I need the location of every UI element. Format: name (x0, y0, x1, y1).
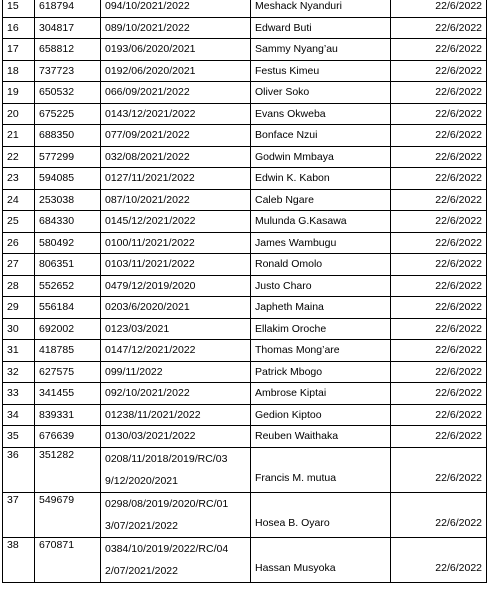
id-number-cell: 688350 (35, 125, 101, 147)
case-number-cell (101, 189, 251, 211)
table-row (3, 0, 487, 17)
table-row (3, 232, 487, 254)
case-number-line: 0203/6/2020/2021 (105, 301, 190, 313)
row-number-cell: 17 (3, 39, 35, 61)
row-number-cell: 32 (3, 361, 35, 383)
case-number-line: 0145/12/2021/2022 (105, 215, 196, 227)
row-number-cell: 24 (3, 189, 35, 211)
id-number-cell: 549679 (35, 492, 101, 537)
name-cell: Edward Buti (251, 17, 391, 39)
case-number-cell (101, 146, 251, 168)
case-number-line: 094/10/2021/2022 (105, 0, 190, 12)
date-cell: 22/6/2022 (391, 189, 487, 211)
name-cell: Ronald Omolo (251, 254, 391, 276)
case-number-cell (101, 232, 251, 254)
id-number-cell: 675225 (35, 103, 101, 125)
case-number-line: 087/10/2021/2022 (105, 193, 190, 206)
row-number-cell: 33 (3, 383, 35, 405)
id-number-cell: 594085 (35, 168, 101, 190)
case-number-cell (101, 318, 251, 340)
name-cell: Ellakim Oroche (251, 318, 391, 340)
case-number-cell (101, 125, 251, 147)
case-number-cell (101, 103, 251, 125)
id-number-cell: 650532 (35, 82, 101, 104)
row-number-cell: 36 (3, 447, 35, 492)
row-number-cell: 29 (3, 297, 35, 319)
date-cell: 22/6/2022 (391, 39, 487, 61)
date-cell: 22/6/2022 (391, 318, 487, 340)
table-row (3, 383, 487, 405)
case-number-line: 099/11/2022 (105, 365, 163, 378)
case-number-line: 0192/06/2020/2021 (105, 64, 196, 77)
table-row (3, 168, 487, 190)
id-number-cell: 618794 (35, 0, 101, 17)
id-number-cell: 737723 (35, 60, 101, 82)
date-cell: 22/6/2022 (391, 125, 487, 147)
case-number-line: 077/09/2021/2022 (105, 129, 190, 141)
case-number-cell (101, 17, 251, 39)
id-number-cell: 580492 (35, 232, 101, 254)
date-cell: 22/6/2022 (391, 17, 487, 39)
case-number-line: 0127/11/2021/2022 (105, 172, 195, 184)
id-number-cell: 676639 (35, 426, 101, 448)
table-row (3, 189, 487, 211)
row-number-cell: 19 (3, 82, 35, 104)
name-cell: Gedion Kiptoo (251, 404, 391, 426)
case-number-line: 089/10/2021/2022 (105, 21, 190, 34)
row-number-cell: 31 (3, 340, 35, 362)
case-number-line: 9/12/2020/2021 (105, 474, 178, 487)
name-cell: Japheth Maina (251, 297, 391, 319)
case-number-line: 0103/11/2021/2022 (105, 258, 195, 270)
date-cell: 22/6/2022 (391, 537, 487, 582)
date-cell: 22/6/2022 (391, 340, 487, 362)
case-number-cell (101, 404, 251, 426)
case-number-cell (101, 447, 251, 492)
table-row (3, 82, 487, 104)
case-number-cell (101, 0, 251, 17)
row-number-cell: 27 (3, 254, 35, 276)
table-row (3, 103, 487, 125)
case-number-cell (101, 254, 251, 276)
table-row (3, 17, 487, 39)
case-number-line: 01238/11/2021/2022 (105, 408, 201, 421)
name-cell: Sammy Nyang’au (251, 39, 391, 61)
table-row (3, 275, 487, 297)
row-number-cell: 15 (3, 0, 35, 17)
date-cell: 22/6/2022 (391, 82, 487, 104)
row-number-cell: 35 (3, 426, 35, 448)
row-number-cell: 26 (3, 232, 35, 254)
table-row (3, 318, 487, 340)
date-cell: 22/6/2022 (391, 146, 487, 168)
table-row (3, 492, 487, 537)
name-cell: Godwin Mmbaya (251, 146, 391, 168)
case-number-cell (101, 383, 251, 405)
table-row (3, 537, 487, 582)
name-cell: Francis M. mutua (251, 447, 391, 492)
table-row (3, 254, 487, 276)
case-number-line: 0100/11/2021/2022 (105, 236, 195, 249)
name-cell: Edwin K. Kabon (251, 168, 391, 190)
date-cell: 22/6/2022 (391, 232, 487, 254)
id-number-cell: 253038 (35, 189, 101, 211)
case-number-cell (101, 275, 251, 297)
id-number-cell: 806351 (35, 254, 101, 276)
case-number-cell (101, 361, 251, 383)
row-number-cell: 30 (3, 318, 35, 340)
id-number-cell: 556184 (35, 297, 101, 319)
name-cell: Hosea B. Oyaro (251, 492, 391, 537)
case-number-cell (101, 60, 251, 82)
id-number-cell: 304817 (35, 17, 101, 39)
case-number-cell (101, 492, 251, 537)
row-number-cell: 37 (3, 492, 35, 537)
date-cell: 22/6/2022 (391, 0, 487, 17)
case-number-cell (101, 537, 251, 582)
name-cell: Reuben Waithaka (251, 426, 391, 448)
table-row (3, 146, 487, 168)
id-number-cell: 418785 (35, 340, 101, 362)
row-number-cell: 34 (3, 404, 35, 426)
date-cell: 22/6/2022 (391, 103, 487, 125)
table-row (3, 340, 487, 362)
table-row (3, 447, 487, 492)
row-number-cell: 16 (3, 17, 35, 39)
table-row (3, 125, 487, 147)
name-cell: Meshack Nyanduri (251, 0, 391, 17)
case-number-line: 0143/12/2021/2022 (105, 107, 196, 120)
name-cell: Hassan Musyoka (251, 537, 391, 582)
case-number-line: 0384/10/2019/2022/RC/04 (105, 542, 229, 555)
row-number-cell: 20 (3, 103, 35, 125)
case-number-line: 0130/03/2021/2022 (105, 430, 196, 442)
row-number-cell: 25 (3, 211, 35, 233)
case-number-cell (101, 211, 251, 233)
name-cell: Festus Kimeu (251, 60, 391, 82)
table-row (3, 60, 487, 82)
case-number-cell (101, 340, 251, 362)
row-number-cell: 23 (3, 168, 35, 190)
id-number-cell: 692002 (35, 318, 101, 340)
date-cell: 22/6/2022 (391, 168, 487, 190)
date-cell: 22/6/2022 (391, 404, 487, 426)
id-number-cell: 658812 (35, 39, 101, 61)
table-row (3, 404, 487, 426)
date-cell: 22/6/2022 (391, 426, 487, 448)
name-cell: Thomas Mong’are (251, 340, 391, 362)
row-number-cell: 28 (3, 275, 35, 297)
date-cell: 22/6/2022 (391, 297, 487, 319)
name-cell: Evans Okweba (251, 103, 391, 125)
table-row (3, 39, 487, 61)
case-number-line: 0298/08/2019/2020/RC/01 (105, 497, 229, 510)
case-number-line: 3/07/2021/2022 (105, 519, 178, 532)
date-cell: 22/6/2022 (391, 254, 487, 276)
case-number-line: 0208/11/2018/2019/RC/03 (105, 452, 228, 465)
date-cell: 22/6/2022 (391, 383, 487, 405)
row-number-cell: 38 (3, 537, 35, 582)
id-number-cell: 351282 (35, 447, 101, 492)
case-number-line: 0193/06/2020/2021 (105, 43, 196, 55)
records-table (2, 0, 487, 583)
name-cell: James Wambugu (251, 232, 391, 254)
date-cell: 22/6/2022 (391, 275, 487, 297)
case-number-line: 066/09/2021/2022 (105, 86, 190, 98)
name-cell: Caleb Ngare (251, 189, 391, 211)
case-number-line: 0123/03/2021 (105, 322, 170, 335)
id-number-cell: 670871 (35, 537, 101, 582)
row-number-cell: 18 (3, 60, 35, 82)
table-row (3, 211, 487, 233)
id-number-cell: 684330 (35, 211, 101, 233)
case-number-line: 092/10/2021/2022 (105, 387, 190, 399)
case-number-cell (101, 82, 251, 104)
table-row (3, 361, 487, 383)
table-row (3, 426, 487, 448)
name-cell: Mulunda G.Kasawa (251, 211, 391, 233)
name-cell: Justo Charo (251, 275, 391, 297)
records-table-body (3, 0, 487, 582)
id-number-cell: 341455 (35, 383, 101, 405)
table-row (3, 297, 487, 319)
name-cell: Patrick Mbogo (251, 361, 391, 383)
case-number-line: 0479/12/2019/2020 (105, 279, 196, 292)
id-number-cell: 577299 (35, 146, 101, 168)
date-cell: 22/6/2022 (391, 492, 487, 537)
case-number-cell (101, 168, 251, 190)
case-number-line: 0147/12/2021/2022 (105, 344, 196, 356)
date-cell: 22/6/2022 (391, 211, 487, 233)
case-number-cell (101, 426, 251, 448)
name-cell: Ambrose Kiptai (251, 383, 391, 405)
name-cell: Oliver Soko (251, 82, 391, 104)
row-number-cell: 22 (3, 146, 35, 168)
case-number-cell (101, 297, 251, 319)
date-cell: 22/6/2022 (391, 361, 487, 383)
case-number-line: 032/08/2021/2022 (105, 150, 190, 163)
id-number-cell: 552652 (35, 275, 101, 297)
id-number-cell: 627575 (35, 361, 101, 383)
name-cell: Bonface Nzui (251, 125, 391, 147)
row-number-cell: 21 (3, 125, 35, 147)
date-cell: 22/6/2022 (391, 447, 487, 492)
case-number-line: 2/07/2021/2022 (105, 564, 178, 577)
case-number-cell (101, 39, 251, 61)
id-number-cell: 839331 (35, 404, 101, 426)
date-cell: 22/6/2022 (391, 60, 487, 82)
